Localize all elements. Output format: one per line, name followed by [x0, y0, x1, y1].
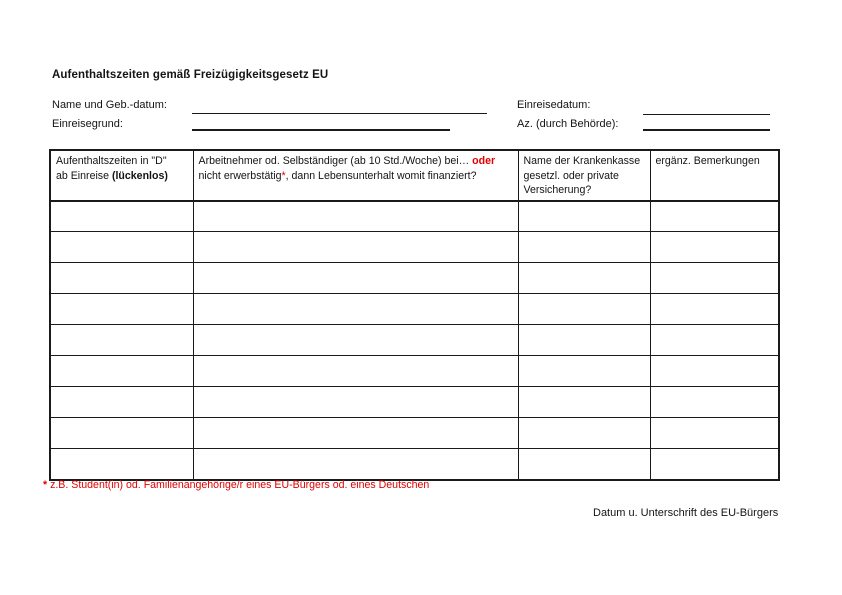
- table-header-row: [50, 150, 779, 201]
- az-behoerde-label: Az. (durch Behörde):: [517, 118, 619, 130]
- einreisedatum-fill-line[interactable]: [643, 100, 770, 115]
- einreisedatum-label: Einreisedatum:: [517, 99, 591, 111]
- table-cell-empty[interactable]: [50, 201, 193, 232]
- table-cell-empty[interactable]: [193, 232, 518, 263]
- table-cell-empty[interactable]: [650, 325, 779, 356]
- header-arbeitnehmer-line2-suffix: , dann Lebensunterhalt womit finanziert?: [285, 169, 477, 182]
- table-cell-empty[interactable]: [193, 294, 518, 325]
- table-cell-empty[interactable]: [518, 356, 650, 387]
- table-cell-empty[interactable]: [518, 294, 650, 325]
- header-oder-red: oder: [472, 155, 496, 167]
- einreisegrund-fill-line[interactable]: [192, 116, 450, 131]
- table-cell-empty[interactable]: [518, 418, 650, 449]
- table-cell-empty[interactable]: [50, 325, 193, 356]
- name-dob-label: Name und Geb.-datum:: [52, 99, 167, 111]
- table-row: [50, 294, 779, 325]
- header-krankenkasse: Name der Krankenkasse gesetzl. oder private Versicherung?: [518, 150, 650, 201]
- table-cell-empty[interactable]: [650, 449, 779, 480]
- az-behoerde-fill-line[interactable]: [643, 116, 770, 131]
- table-cell-empty[interactable]: [193, 449, 518, 480]
- signature-caption: Datum u. Unterschrift des EU-Bürgers: [593, 507, 779, 519]
- table-cell-empty[interactable]: [650, 201, 779, 232]
- table-cell-empty[interactable]: [650, 418, 779, 449]
- table-cell-empty[interactable]: [650, 263, 779, 294]
- table-cell-empty[interactable]: [50, 263, 193, 294]
- header-arbeitnehmer-line1: Arbeitnehmer od. Selbständiger (ab 10 Std./Woche) bei…: [198, 155, 473, 167]
- header-aufenthaltszeiten: [50, 150, 193, 201]
- table-cell-empty[interactable]: [518, 449, 650, 480]
- table-cell-empty[interactable]: [50, 356, 193, 387]
- header-arbeitnehmer: [193, 150, 518, 201]
- table-row: [50, 356, 779, 387]
- table-row: [50, 387, 779, 418]
- table-cell-empty[interactable]: [193, 201, 518, 232]
- header-arbeitnehmer-line2: nicht erwerbstätig: [198, 169, 282, 182]
- table-row: [50, 263, 779, 294]
- table-cell-empty[interactable]: [650, 356, 779, 387]
- header-asterisk-red: *: [281, 169, 286, 182]
- table-row: [50, 418, 779, 449]
- name-dob-fill-line[interactable]: [192, 99, 487, 114]
- table-cell-empty[interactable]: [518, 201, 650, 232]
- table-cell-empty[interactable]: [518, 325, 650, 356]
- residence-periods-table: [49, 149, 780, 481]
- header-aufenthaltszeiten-line1: Aufenthaltszeiten in "D": [56, 155, 167, 167]
- table-cell-empty[interactable]: [193, 387, 518, 418]
- footnote: [43, 479, 429, 491]
- page-title: Aufenthaltszeiten gemäß Freizügigkeitsgesetz EU: [52, 69, 329, 81]
- table-row: [50, 232, 779, 263]
- table-row: [50, 201, 779, 232]
- table-cell-empty[interactable]: [50, 418, 193, 449]
- einreisegrund-label: Einreisegrund:: [52, 118, 123, 130]
- table-cell-empty[interactable]: [193, 325, 518, 356]
- table-cell-empty[interactable]: [518, 387, 650, 418]
- table-body: [50, 201, 779, 480]
- header-aufenthaltszeiten-line2: ab Einreise: [56, 169, 112, 182]
- table-cell-empty[interactable]: [50, 387, 193, 418]
- header-lueckenlos-bold: (lückenlos): [111, 169, 168, 182]
- table-cell-empty[interactable]: [518, 263, 650, 294]
- table-cell-empty[interactable]: [193, 418, 518, 449]
- table-cell-empty[interactable]: [193, 356, 518, 387]
- table-cell-empty[interactable]: [193, 263, 518, 294]
- header-bemerkungen: ergänz. Bemerkungen: [650, 150, 779, 201]
- footnote-text: z.B. Student(in) od. Familienangehörige/r eines EU-Bürgers od. eines Deutschen: [47, 479, 430, 491]
- table-row: [50, 449, 779, 480]
- table-cell-empty[interactable]: [650, 387, 779, 418]
- footnote-asterisk: *: [43, 479, 48, 491]
- table-row: [50, 325, 779, 356]
- table-cell-empty[interactable]: [650, 294, 779, 325]
- table-cell-empty[interactable]: [50, 449, 193, 480]
- table-cell-empty[interactable]: [50, 294, 193, 325]
- table-cell-empty[interactable]: [650, 232, 779, 263]
- table-cell-empty[interactable]: [518, 232, 650, 263]
- table-cell-empty[interactable]: [50, 232, 193, 263]
